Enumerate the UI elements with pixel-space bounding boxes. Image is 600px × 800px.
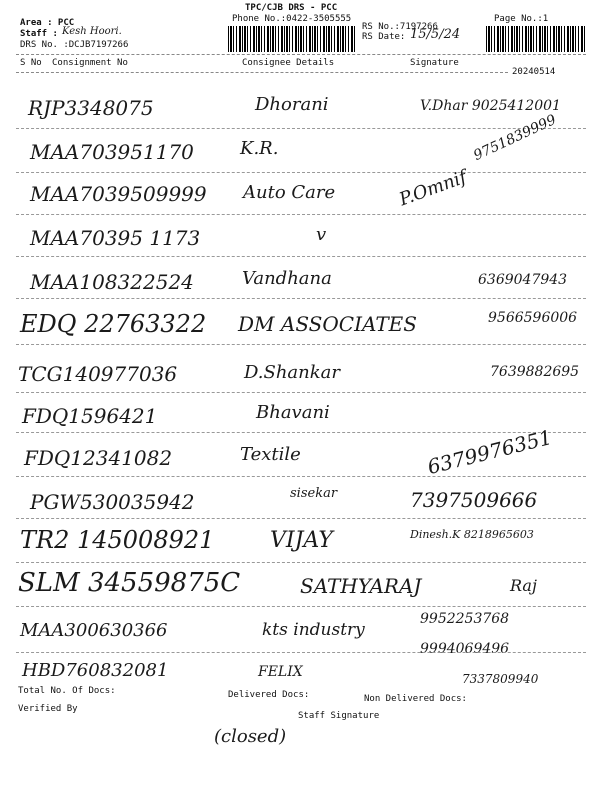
page-number: Page No.:1 [494,14,549,24]
rs-barcode [486,26,586,52]
consignee-name: Vandhana [242,268,332,289]
row-divider [16,476,586,477]
date-code: 20240514 [512,67,556,77]
row-divider [16,432,586,433]
consignee-name: Auto Care [243,182,336,203]
consignment-no: EDQ 22763322 [20,310,207,338]
signature: 9566596006 [488,310,578,326]
drs-number: DRS No. :DCJB7197266 [20,40,129,50]
verified-by-label: Verified By [18,704,78,714]
consignment-no: MAA300630366 [20,620,168,641]
signature: V.Dhar 9025412001 [420,98,561,114]
signature: 9751839999 [471,111,559,164]
consignment-no: RJP3348075 [28,96,154,120]
consignment-no: MAA70395 1173 [30,226,201,250]
consignment-no: TR2 145008921 [20,526,215,554]
signature: 9952253768 9994069496 [420,611,510,657]
rs-number: RS No.:7197266 [362,22,438,32]
signature: Dinesh.K 8218965603 [410,528,534,541]
row-divider [16,562,586,563]
phone-number: Phone No.:0422-3505555 [232,14,352,24]
consignee-name: DM ASSOCIATES [238,312,417,336]
staff-name: Kesh Hoori. [62,26,122,37]
consignment-no: MAA7039509999 [30,182,207,206]
consignment-no: FDQ1596421 [22,404,158,428]
consignment-no: MAA108322524 [30,270,194,294]
signature: Raj [510,576,537,595]
row-divider [16,344,586,345]
consignee-name: Bhavani [256,402,330,423]
row-divider [16,298,586,299]
consignment-no: SLM 34559875C [18,568,241,598]
consignee-name: SATHYARAJ [300,574,422,598]
signature: P.Omnif [396,166,470,211]
signature: 7397509666 [410,488,538,512]
header-divider-top [16,54,586,55]
col-signature: Signature [410,58,459,68]
signature: 6379976351 [424,424,555,480]
row-divider [16,518,586,519]
rs-date-label: RS Date: [362,32,406,42]
consignment-no: FDQ12341082 [24,446,173,470]
consignee-name: Dhorani [255,94,329,115]
closed-note: (closed) [214,726,287,747]
row-divider [16,128,586,129]
report-title: TPC/CJB DRS - PCC [245,3,338,13]
total-docs-label: Total No. Of Docs: [18,686,116,696]
consignee-name: sisekar [290,486,338,501]
consignee-name: v [316,224,327,245]
signature: 6369047943 [478,272,568,288]
consignment-no: TCG140977036 [18,362,178,386]
consignee-name: VIJAY [270,528,333,553]
delivered-docs-label: Delivered Docs: [228,690,310,700]
header-divider-bottom [16,72,508,73]
consignment-no: MAA703951170 [30,140,194,164]
col-consignment: Consignment No [52,58,128,68]
staff-label: Staff : [20,29,58,39]
consignee-name: K.R. [240,138,279,159]
signature: 7639882695 [490,364,580,380]
row-divider [16,256,586,257]
col-consignee: Consignee Details [242,58,335,68]
signature: 7337809940 [462,672,539,686]
drs-barcode [228,26,356,52]
col-sno: S No [20,58,42,68]
rs-date: 15/5/24 [410,27,461,42]
row-divider [16,214,586,215]
row-divider [16,172,586,173]
consignee-name: D.Shankar [244,362,341,383]
area-label: Area : PCC [20,18,75,28]
consignee-name: FELIX [258,664,303,680]
non-delivered-docs-label: Non Delivered Docs: [364,694,467,704]
row-divider [16,392,586,393]
consignment-no: HBD760832081 [22,660,169,681]
staff-signature-label: Staff Signature [298,711,380,721]
row-divider [16,652,586,653]
consignment-no: PGW530035942 [30,490,195,514]
consignee-name: Textile [240,444,301,465]
consignee-name: kts industry [262,620,365,640]
